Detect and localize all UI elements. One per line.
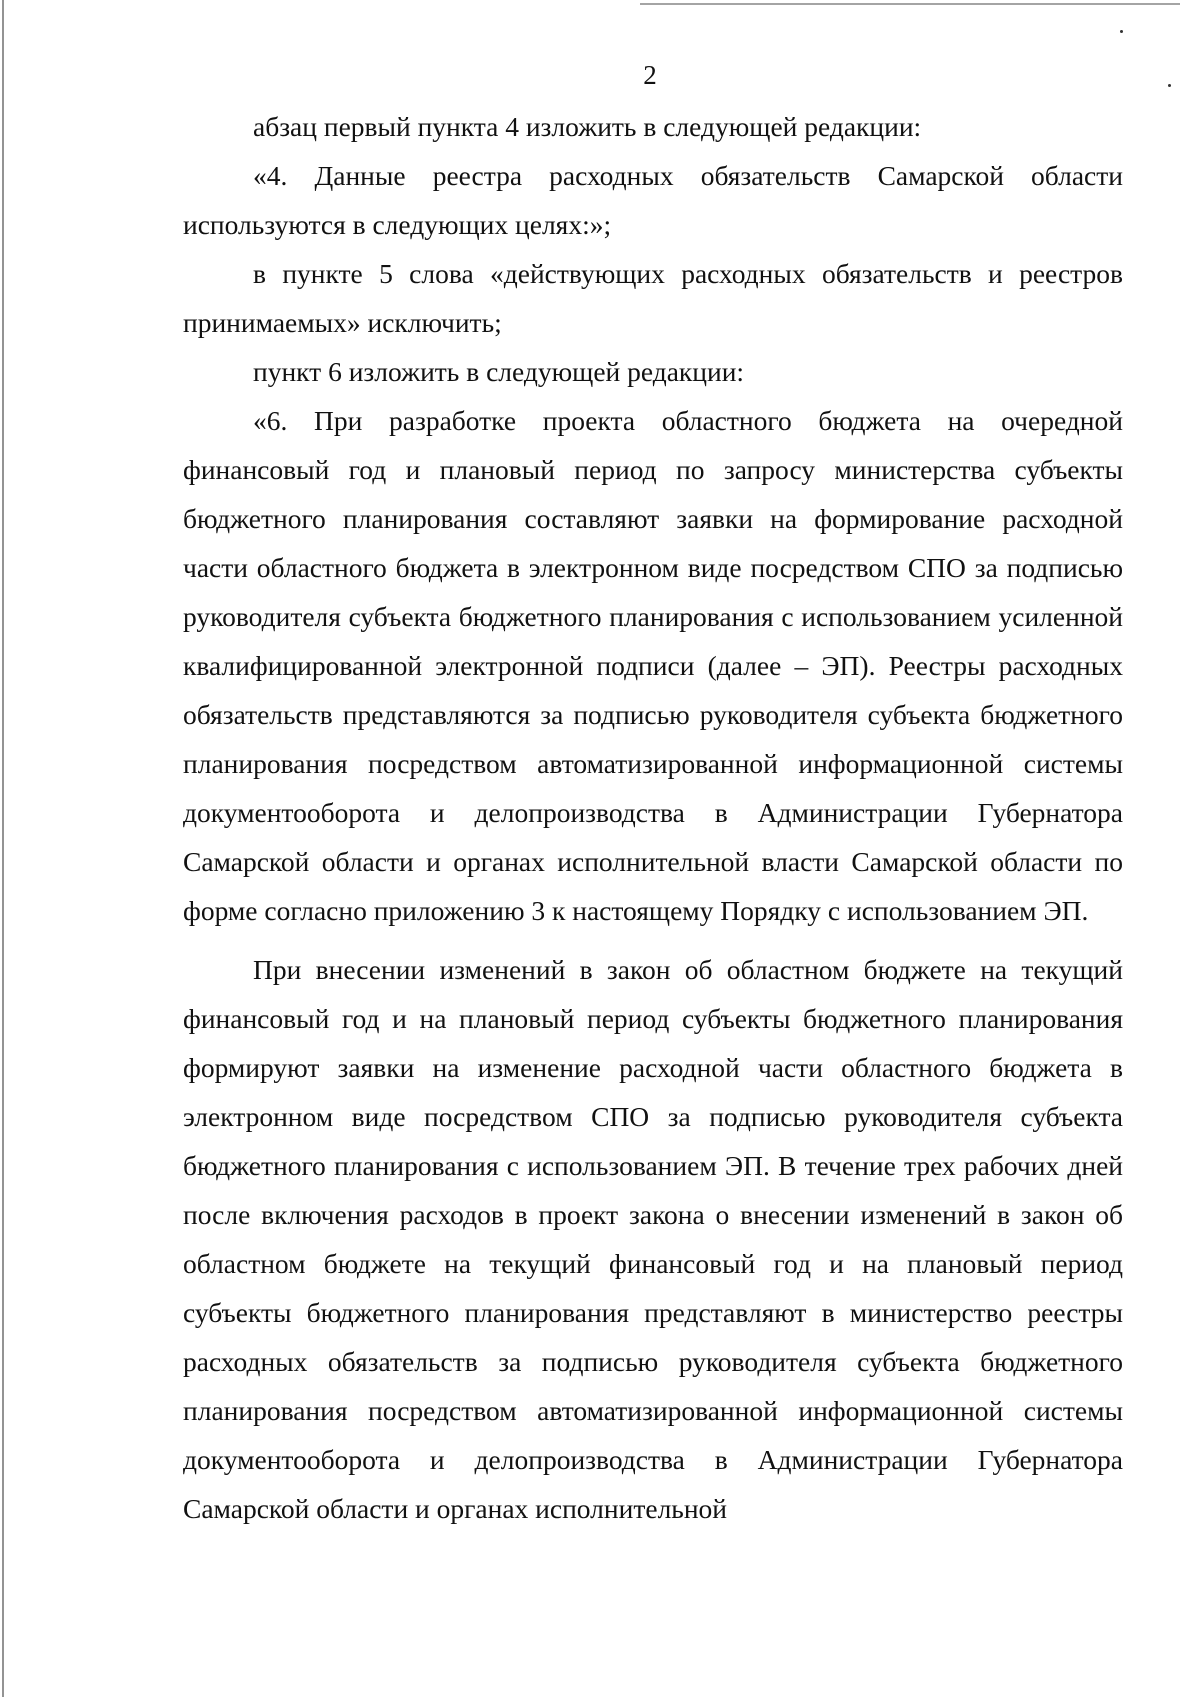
scan-top-edge xyxy=(640,3,1180,5)
paragraph-item-6-text: «6. При разработке проекта областного бюджета на очередной финансовый год и плановый период по запросу министерства субъекты бюджетного планирования составляют заявки на формирование расходной части областного бюджета в электронном виде посредством СПО за подписью руководителя субъекта бюджетного планирования с использованием усиленной квалифицированной электронной подписи (далее – ЭП). Реестры расходных обязательств представляются за подписью руководителя субъекта бюджетного планирования посредством автоматизированной информационной системы документооборота и делопроизводства в Администрации Губернатора Самарской области и органах исполнительной власти Самарской области по форме согласно приложению 3 к настоящему Порядку с использованием ЭП. xyxy=(183,405,1123,926)
paragraph-budget-changes: При внесении изменений в закон об областном бюджете на текущий финансовый год и на плановый период субъекты бюджетного планирования формируют заявки на изменение расходной части областного бюджета в электронном виде посредством СПО за подписью руководителя субъекта бюджетного планирования с использованием ЭП. В течение трех рабочих дней после включения расходов в проект закона о внесении изменений в закон об областном бюджете на текущий финансовый год и на плановый период субъекты бюджетного планирования представляют в министерство реестры расходных обязательств за подписью руководителя субъекта бюджетного планирования посредством автоматизированной информационной системы документооборота и делопроизводства в Администрации Губернатора Самарской области и органах исполнительной xyxy=(183,954,1123,1524)
paragraph-amend-item-4: абзац первый пункта 4 изложить в следующей редакции: xyxy=(253,111,922,142)
scan-speck xyxy=(1120,30,1123,33)
paragraph-amend-item-5: в пункте 5 слова «действующих расходных обязательств и реестров принимаемых» исключить; xyxy=(183,258,1123,338)
paragraph-amend-item-6: пункт 6 изложить в следующей редакции: xyxy=(253,356,745,387)
paragraph-item-4-text: «4. Данные реестра расходных обязательств Самарской области используются в следующих целях:»; xyxy=(183,160,1123,240)
document-body xyxy=(183,102,1123,1533)
scan-left-edge xyxy=(2,0,4,1697)
page-number: 2 xyxy=(643,60,657,90)
